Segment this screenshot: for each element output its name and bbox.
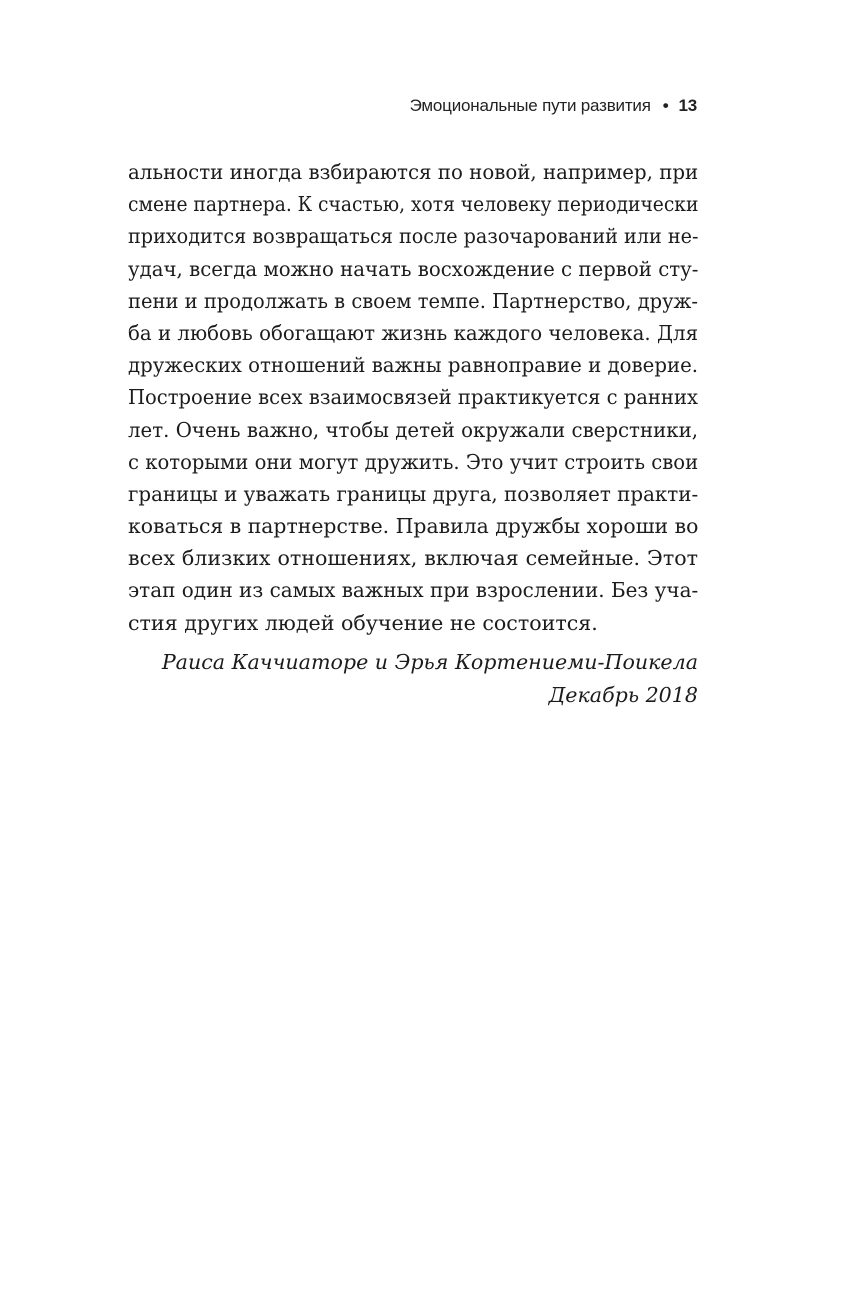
text-line: границы и уважать границы друга, позволяет практи- (128, 481, 699, 506)
text-line: этап один из самых важных при взрослении. Без уча- (128, 578, 699, 603)
signature-block (162, 646, 698, 712)
running-header (410, 96, 697, 116)
text-line: всех близких отношениях, включая семейные. Этот (128, 546, 698, 571)
text-line: стия других людей обучение не состоится. (128, 610, 598, 635)
text-line: альности иногда взбираются по новой, например, при (128, 160, 699, 184)
signature-date: Декабрь 2018 (548, 683, 698, 707)
body-paragraph (128, 156, 698, 639)
text-line: Построение всех взаимосвязей практикуется с ранних (128, 385, 698, 410)
text-line: приходится возвращаться после разочарований или не- (128, 224, 699, 249)
text-line: лет. Очень важно, чтобы детей окружали сверстники, (128, 417, 699, 442)
header-separator: • (662, 96, 669, 115)
text-line: пени и продолжать в своем темпе. Партнерство, друж- (128, 288, 699, 313)
text-line: удач, всегда можно начать восхождение с первой сту- (128, 256, 699, 281)
text-line: ба и любовь обогащают жизнь каждого человека. Для (128, 320, 699, 345)
signature-authors: Раиса Каччиаторе и Эрья Кортениеми-Поикела (161, 650, 698, 674)
text-line: смене партнера. К счастью, хотя человеку периодически (128, 192, 699, 217)
text-line: с которыми они могут дружить. Это учит строить свои (128, 449, 699, 474)
text-line: коваться в партнерстве. Правила дружбы хороши во (128, 514, 699, 539)
chapter-title: Эмоциональные пути развития (409, 96, 651, 115)
text-line: дружеских отношений важны равноправие и доверие. (128, 353, 699, 378)
page-number: 13 (678, 96, 697, 115)
